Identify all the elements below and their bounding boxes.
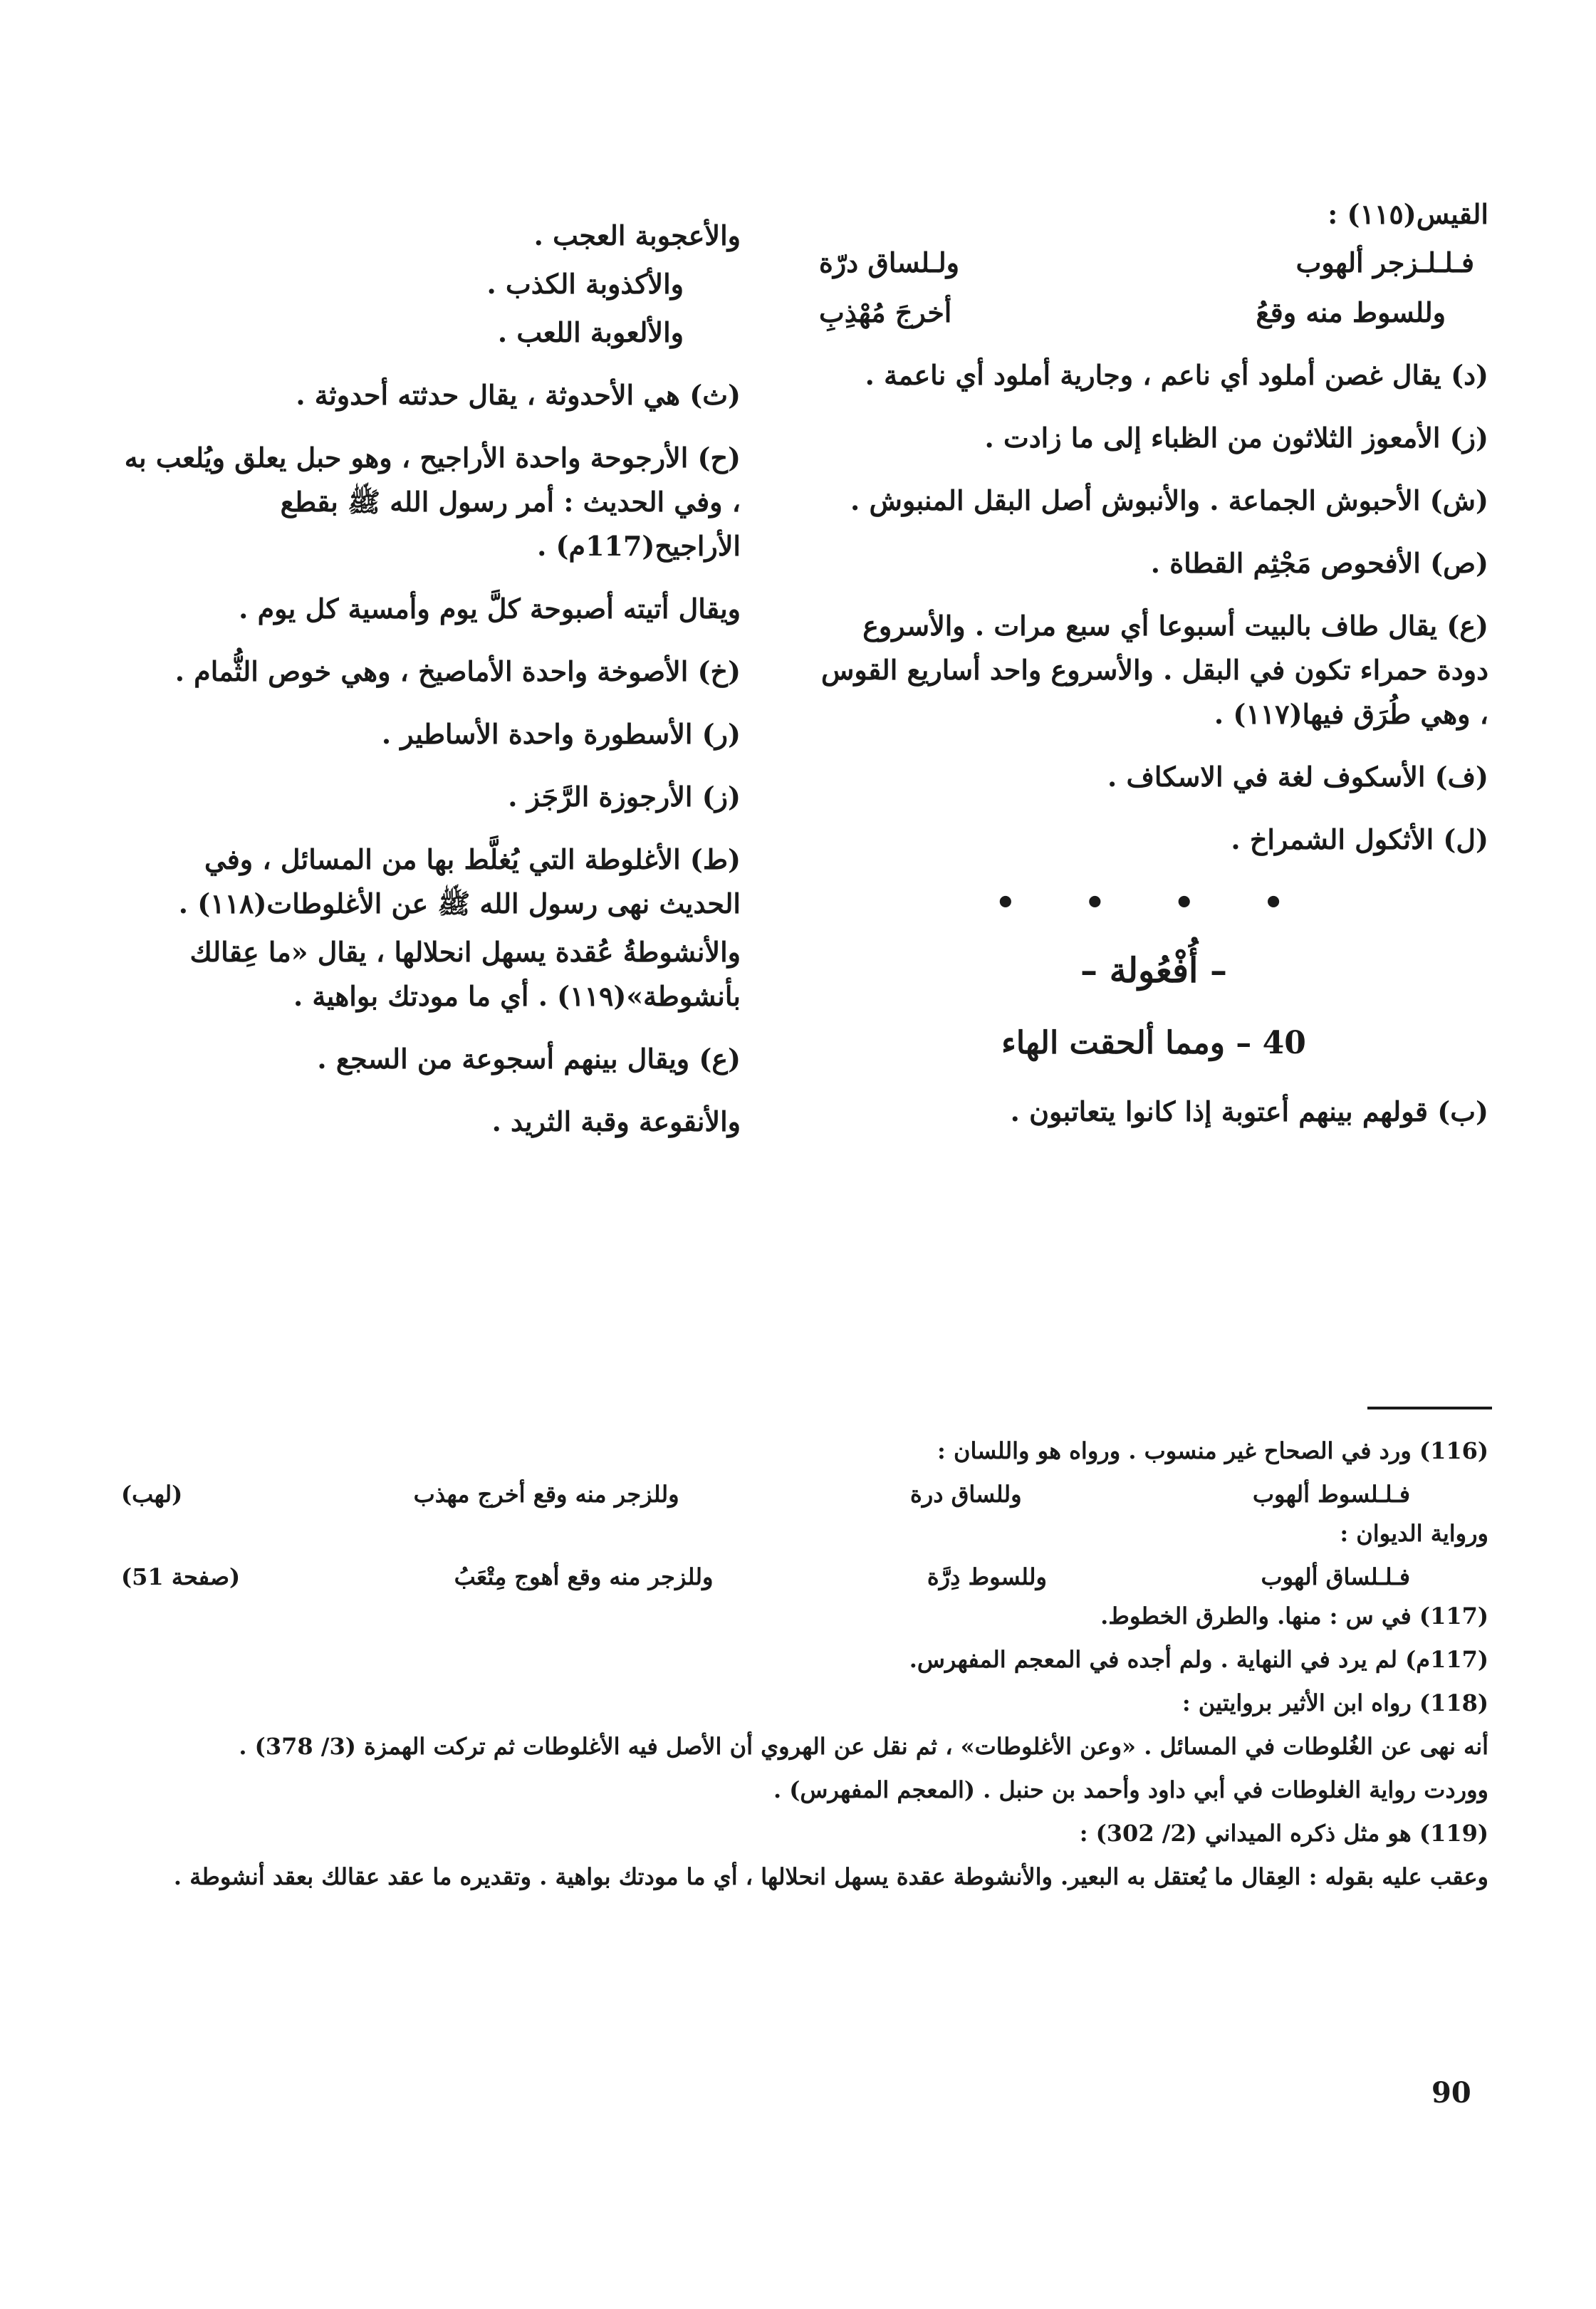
verse-line-1 <box>819 241 1488 285</box>
footnote-verse-1 <box>107 1475 1488 1514</box>
entry-lam: (ل) الأثكول الشمراخ . <box>1231 823 1488 855</box>
entry-usbuha: ويقال أتيته أصبوحة كلَّ يوم وأمسية كل يوم . <box>239 593 741 625</box>
verse-part: وللزجر منه وقع أخرج مهذب <box>413 1481 679 1508</box>
entry-zay: (ز) الأمعوز الثلاثون من الظباء إلى ما زادت . <box>984 422 1488 454</box>
entry-kha: (خ) الأصوخة واحدة الأماصيخ ، وهي خوص الثُّمام . <box>174 655 741 687</box>
entry-ha: (ح) الأرجوحة واحدة الأراجيح ، وهو حبل يعلق ويُلعب به ، وفي الحديث : أمر رسول الله ﷺ بقطع الأراجيح(117م) . <box>124 442 741 562</box>
footnotes <box>107 1432 1488 1901</box>
right-column <box>819 192 1488 1152</box>
entry-sad: (ص) الأفحوص مَجْثِم القطاة . <box>1150 547 1488 579</box>
entry-ba: (ب) قولهم بينهم أعتوبة إذا كانوا يتعاتبون . <box>1010 1095 1488 1127</box>
entry-unshuta: والأنشوطةُ عُقدة يسهل انحلالها ، يقال «ما عِقالك بأنشوطة»(١١٩) . أي ما مودتك بواهية . <box>189 936 741 1012</box>
entry-ta: (ط) الأغلوطة التي يُغلَّط بها من المسائل ، وفي الحديث نهى رسول الله ﷺ عن الأغلوطات(١١٨) . <box>178 843 741 919</box>
entry-fa: (ف) الأسكوف لغة في الاسكاف . <box>1107 761 1488 793</box>
verse-hemistich: أخرجَ مُهْذِبِ <box>819 296 952 328</box>
footnote-118: (118) رواه ابن الأثير بروايتين : <box>1182 1689 1488 1716</box>
left-column <box>114 214 741 1162</box>
footnote-119-text: وعقب عليه بقوله : العِقال ما يُعتقل به البعير. والأنشوطة عقدة يسهل انحلالها ، أي ما مودتك بواهية . وتقديره ما عقد عقالك بعقد أنشوطة . <box>173 1863 1488 1890</box>
verse-source: (لهب) <box>121 1481 183 1508</box>
footnote-118-text: أنه نهى عن الغُلوطات في المسائل . «وعن الأغلوطات» ، ثم نقل عن الهروي أن الأصل فيه الأغلوطات ثم تركت الهمزة (3/ 378) . <box>239 1733 1488 1760</box>
footnote-rule <box>1367 1407 1492 1409</box>
footnote-116-diwan: ورواية الديوان : <box>1340 1520 1488 1547</box>
verse-hemistich: وللسوط منه وقعُ <box>1256 296 1446 328</box>
entry-ra: (ر) الأسطورة واحدة الأساطير . <box>381 718 741 750</box>
verse-part: وللزجر منه وقع أهوج مِتْعَبُ <box>454 1563 714 1590</box>
section-heading: 40 – ومما ألحقت الهاء <box>1001 1025 1306 1061</box>
footnote-117: (117) في س : منها. والطرق الخطوط. <box>1100 1602 1488 1630</box>
page-number: 90 <box>1431 2076 1471 2110</box>
verse-hemistich: فـلـلـزجر ألهوب <box>1295 246 1474 278</box>
footnote-116: (116) ورد في الصحاح غير منسوب . ورواه هو واللسان : <box>937 1437 1488 1464</box>
footnote-117m: (117م) لم يرد في النهاية . ولم أجده في المعجم المفهرس. <box>909 1646 1488 1673</box>
verse-source: (صفحة 51) <box>121 1563 241 1590</box>
entry-ujuba: والأعجوبة العجب . <box>533 219 741 251</box>
verse-part: فـلـلسوط ألهوب <box>1252 1481 1410 1508</box>
footnote-verse-2 <box>107 1558 1488 1597</box>
poet-intro: القيس(١١٥) : <box>1328 198 1488 230</box>
entry-ukdhuba: والأكذوبة الكذب . <box>486 268 684 300</box>
verse-part: فـلـلساق ألهوب <box>1261 1563 1410 1590</box>
verse-part: وللسوط دِرَّة <box>927 1563 1047 1590</box>
entry-ain: (ع) يقال طاف بالبيت أسبوعا أي سبع مرات . والأسروع دودة حمراء تكون في البقل . والأسروع واحد أساريع القوس ، وهي طُرَق فيها(١١٧) . <box>820 610 1488 730</box>
entry-ain: (ع) ويقال بينهم أسجوعة من السجع . <box>317 1043 741 1075</box>
entry-dal: (د) يقال غصن أملود أي ناعم ، وجارية أملود أي ناعمة . <box>865 359 1488 391</box>
section-title: – أُفْعُولة – <box>1080 951 1227 991</box>
footnote-118-text: ووردت رواية الغلوطات في أبي داود وأحمد بن حنبل . (المعجم المفهرس) . <box>773 1776 1488 1803</box>
verse-line-2 <box>819 291 1488 335</box>
entry-unquua: والأنقوعة وقبة الثريد . <box>491 1105 741 1137</box>
footnote-119: (119) هو مثل ذكره الميداني (2/ 302) : <box>1079 1820 1488 1847</box>
entry-tha: (ث) هي الأحدوثة ، يقال حدثته أحدوثة . <box>296 379 741 411</box>
verse-part: وللساق درة <box>909 1481 1022 1508</box>
section-divider-dots: • • • • <box>995 883 1313 922</box>
entry-zay: (ز) الأرجوزة الرَّجَز . <box>508 781 741 813</box>
entry-uluba: والألعوبة اللعب . <box>497 316 684 348</box>
verse-hemistich: ولـلساق درّة <box>819 246 960 278</box>
entry-shin: (ش) الأحبوش الجماعة . والأنبوش أصل البقل المنبوش . <box>850 484 1488 516</box>
